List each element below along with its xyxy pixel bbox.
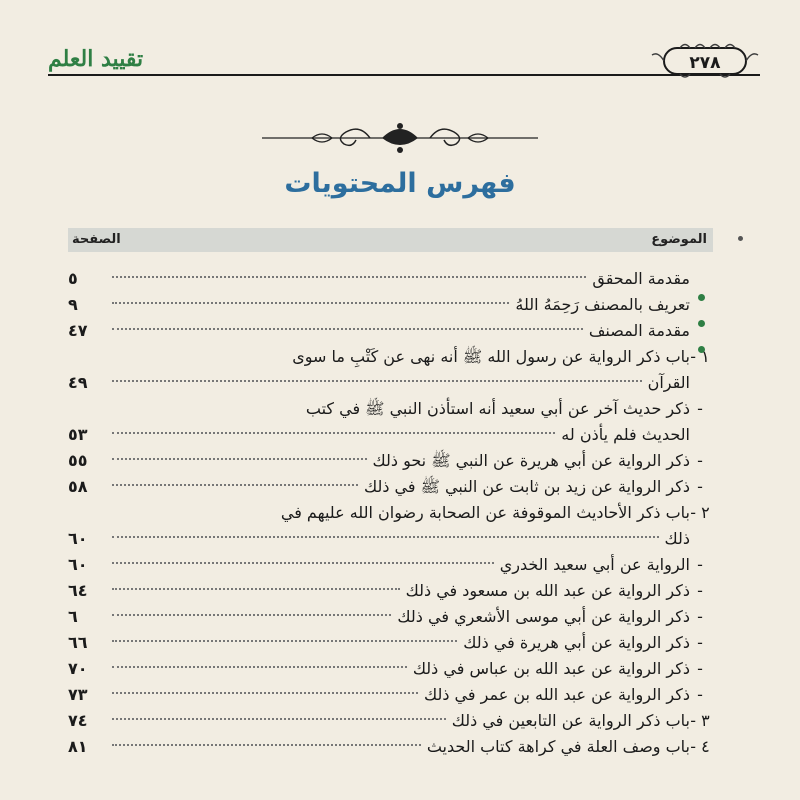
- toc-entry: [68, 318, 710, 344]
- entry-page-number: ٤٩: [68, 373, 88, 392]
- entry-title: باب وصف العلة في كراهة كتاب الحديث: [426, 737, 690, 756]
- entry-marker: -: [697, 607, 703, 626]
- entry-title: القرآن: [647, 373, 690, 392]
- dot-leader: [112, 744, 421, 746]
- toc-entry: [68, 656, 710, 682]
- entry-page-number: ٤٧: [68, 321, 88, 340]
- entry-page-number: ٦: [68, 607, 78, 626]
- entry-title: ذكر الرواية عن عبد الله بن عباس في ذلك: [412, 659, 690, 678]
- toc-entry: [68, 292, 710, 318]
- entry-marker: ٣ -: [690, 711, 710, 730]
- toc-entry-line: [68, 318, 710, 344]
- toc-entry-line: [68, 292, 710, 318]
- toc-entry-line: [68, 656, 710, 682]
- toc-entry-line: [68, 578, 710, 604]
- toc-entry-line: [68, 370, 710, 396]
- toc-entry-line: [68, 604, 710, 630]
- toc-entry-line: [68, 526, 710, 552]
- entry-page-number: ٧٤: [68, 711, 88, 730]
- entry-title: باب ذكر الرواية عن رسول الله ﷺ أنه نهى عن كَتْبِ ما سوى: [292, 347, 690, 366]
- toc-entry: [68, 552, 710, 578]
- toc-entry: [68, 448, 710, 474]
- toc-entry: [68, 396, 710, 448]
- dot-leader: [112, 614, 391, 616]
- entry-title: ذكر حديث آخر عن أبي سعيد أنه استأذن النبي ﷺ في كتب: [305, 399, 690, 418]
- entry-title: الحديث فلم يأذن له: [561, 425, 690, 444]
- entry-title: ذكر الرواية عن أبي هريرة عن النبي ﷺ نحو ذلك: [372, 451, 690, 470]
- entry-marker: -: [697, 399, 703, 418]
- dot-leader: [112, 302, 509, 304]
- toc-entry-line: [68, 396, 710, 422]
- entry-page-number: ٥٣: [68, 425, 88, 444]
- dot-leader: [112, 380, 642, 382]
- dot-leader: [112, 640, 457, 642]
- toc-entry-line: [68, 422, 710, 448]
- page-number: ٢٧٨: [689, 53, 721, 73]
- entry-title: باب ذكر الأحاديث الموقوفة عن الصحابة رضوان الله عليهم في: [280, 503, 690, 522]
- page-number-badge: [650, 40, 760, 80]
- entry-title: ذكر الرواية عن زيد بن ثابت عن النبي ﷺ في ذلك: [363, 477, 690, 496]
- toc-entry-line: [68, 552, 710, 578]
- entry-marker: -: [697, 633, 703, 652]
- dot-leader: [112, 588, 400, 590]
- entry-marker: -: [697, 477, 703, 496]
- entry-marker: ٤ -: [690, 737, 710, 756]
- dot-leader: [112, 536, 659, 538]
- entry-page-number: ٥٥: [68, 451, 88, 470]
- entry-page-number: ٦٠: [68, 529, 88, 548]
- toc-entry-line: [68, 708, 710, 734]
- table-of-contents: [68, 266, 710, 760]
- entry-marker: -: [697, 685, 703, 704]
- toc-entry: [68, 734, 710, 760]
- entry-title: ذكر الرواية عن عبد الله بن عمر في ذلك: [423, 685, 690, 704]
- toc-entry: [68, 682, 710, 708]
- entry-page-number: ٨١: [68, 737, 88, 756]
- toc-entry: [68, 344, 710, 396]
- entry-page-number: ٦٦: [68, 633, 88, 652]
- entry-marker: ١ -: [690, 347, 710, 366]
- dot-leader: [112, 328, 583, 330]
- toc-entry: [68, 708, 710, 734]
- toc-entry: [68, 578, 710, 604]
- entry-title: مقدمة المصنف: [588, 321, 690, 340]
- entry-page-number: ٩: [68, 295, 78, 314]
- toc-entry-line: [68, 344, 710, 370]
- entry-page-number: ٥٨: [68, 477, 88, 496]
- running-header: [48, 40, 760, 82]
- column-header: [68, 228, 713, 252]
- entry-marker: -: [697, 659, 703, 678]
- page-title: فهرس المحتويات: [284, 168, 516, 199]
- entry-title: ذلك: [664, 529, 690, 548]
- toc-entry-line: [68, 682, 710, 708]
- dot-leader: [112, 718, 446, 720]
- entry-marker: -: [697, 555, 703, 574]
- entry-marker: ٢ -: [690, 503, 710, 522]
- toc-entry: [68, 500, 710, 552]
- entry-title: باب ذكر الرواية عن التابعين في ذلك: [451, 711, 690, 730]
- toc-entry: [68, 266, 710, 292]
- entry-page-number: ٦٠: [68, 555, 88, 574]
- topic-column-label: الموضوع: [651, 232, 707, 247]
- stray-dot: [738, 236, 743, 241]
- dot-leader: [112, 432, 555, 434]
- entry-title: مقدمة المحقق: [592, 269, 690, 288]
- page-column-label: الصفحة: [72, 232, 121, 247]
- toc-entry-line: [68, 734, 710, 760]
- dot-leader: [112, 458, 367, 460]
- book-title: تقييد العلم: [48, 46, 144, 72]
- entry-page-number: ٧٠: [68, 659, 88, 678]
- entry-title: ذكر الرواية عن عبد الله بن مسعود في ذلك: [405, 581, 690, 600]
- toc-entry-line: [68, 500, 710, 526]
- entry-title: ذكر الرواية عن أبي موسى الأشعري في ذلك: [397, 607, 690, 626]
- entry-page-number: ٧٣: [68, 685, 88, 704]
- entry-page-number: ٦٤: [68, 581, 88, 600]
- toc-entry: [68, 474, 710, 500]
- dot-leader: [112, 276, 586, 278]
- dot-leader: [112, 484, 358, 486]
- toc-entry-line: [68, 448, 710, 474]
- dot-leader: [112, 666, 407, 668]
- dot-leader: [112, 692, 418, 694]
- entry-title: ذكر الرواية عن أبي هريرة في ذلك: [463, 633, 690, 652]
- entry-title: تعريف بالمصنف رَحِمَهُ اللهُ: [515, 295, 690, 314]
- dot-leader: [112, 562, 494, 564]
- toc-entry: [68, 604, 710, 630]
- toc-entry-line: [68, 266, 710, 292]
- toc-entry-line: [68, 474, 710, 500]
- entry-marker: -: [697, 451, 703, 470]
- entry-marker: -: [697, 581, 703, 600]
- entry-title: الرواية عن أبي سعيد الخدري: [499, 555, 690, 574]
- entry-page-number: ٥: [68, 269, 78, 288]
- toc-entry-line: [68, 630, 710, 656]
- ornament-divider-icon: [262, 118, 538, 158]
- toc-entry: [68, 630, 710, 656]
